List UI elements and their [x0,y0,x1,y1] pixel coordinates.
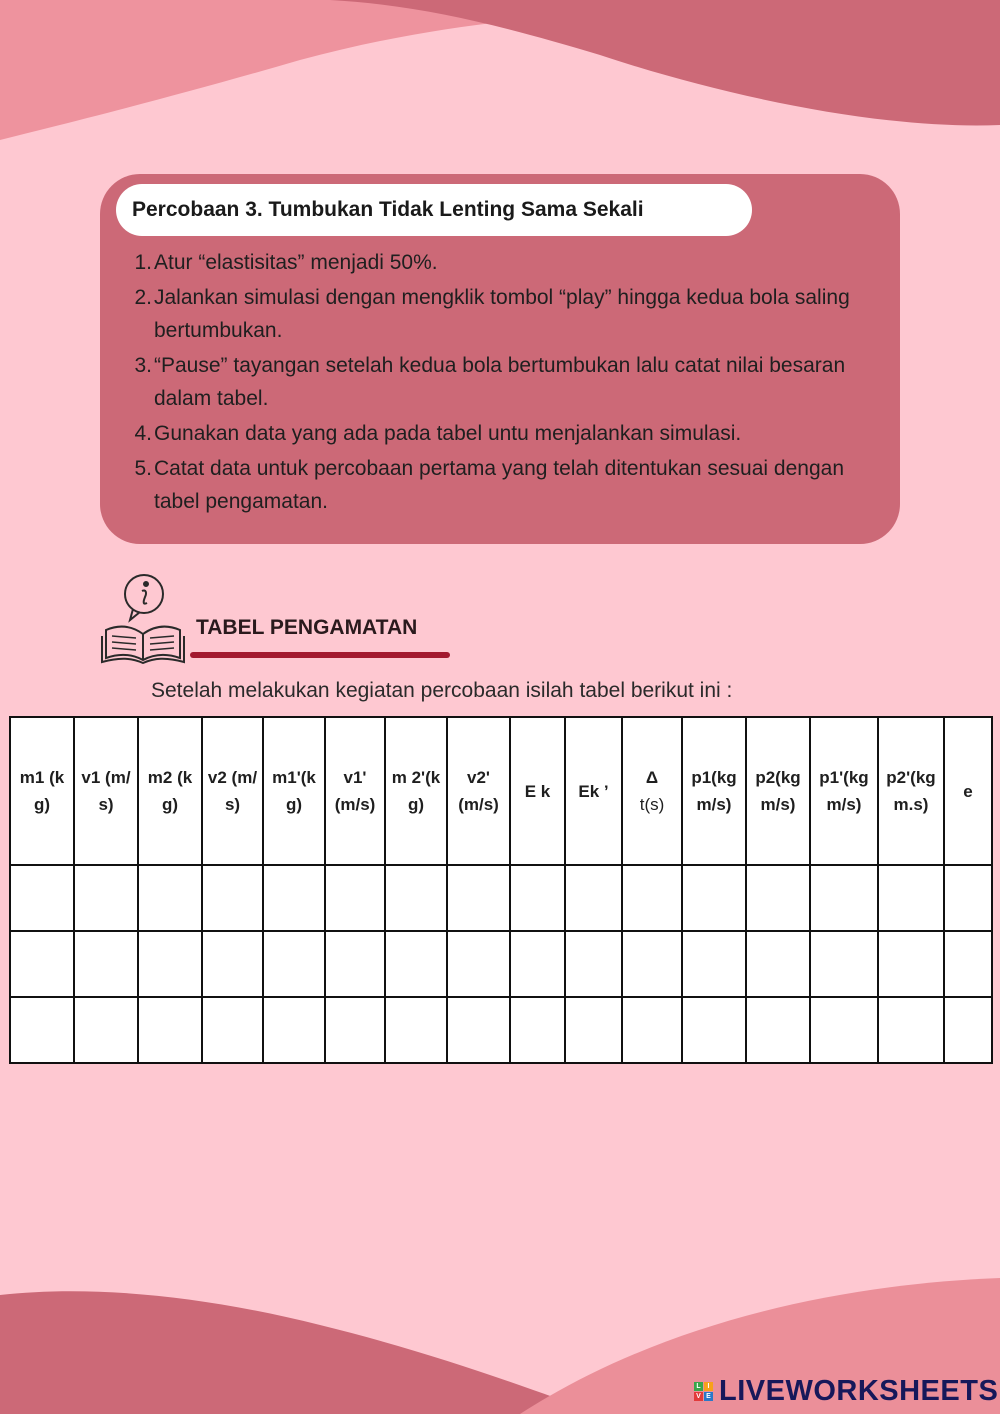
answer-cell[interactable] [263,865,325,931]
column-header: m2 (kg) [138,717,202,865]
answer-cell[interactable] [263,997,325,1063]
answer-cell[interactable] [202,997,263,1063]
answer-cell[interactable] [878,931,944,997]
instruction-step: 4. Gunakan data yang ada pada tabel untu menjalankan simulasi. [134,422,742,445]
answer-cell[interactable] [510,865,565,931]
answer-cell[interactable] [385,931,447,997]
answer-cell[interactable] [565,931,622,997]
answer-cell[interactable] [622,997,682,1063]
table-body [10,865,992,1063]
logo-mark-square: I [704,1382,713,1391]
answer-cell[interactable] [10,865,74,931]
answer-cell[interactable] [682,931,746,997]
column-header: m1 (kg) [10,717,74,865]
table-row [10,997,992,1063]
column-header: v2' (m/s) [447,717,510,865]
column-header: v1 (m/s) [74,717,138,865]
answer-cell[interactable] [810,865,878,931]
answer-cell[interactable] [878,997,944,1063]
answer-cell[interactable] [325,931,385,997]
answer-cell[interactable] [138,931,202,997]
answer-cell[interactable] [944,865,992,931]
answer-cell[interactable] [447,997,510,1063]
answer-cell[interactable] [510,997,565,1063]
answer-cell[interactable] [74,865,138,931]
answer-cell[interactable] [622,865,682,931]
answer-cell[interactable] [10,931,74,997]
table-intro-text: Setelah melakukan kegiatan percobaan isilah tabel berikut ini : [151,679,733,702]
table-heading: TABEL PENGAMATAN [196,616,418,639]
answer-cell[interactable] [944,997,992,1063]
answer-cell[interactable] [682,997,746,1063]
heading-underline [190,652,450,658]
table-row [10,931,992,997]
answer-cell[interactable] [263,931,325,997]
instruction-step: 2. Jalankan simulasi dengan mengklik tombol “play” hingga kedua bola saling bertumbukan. [134,286,850,342]
column-header: e [944,717,992,865]
answer-cell[interactable] [510,931,565,997]
instruction-step: 5. Catat data untuk percobaan pertama yang telah ditentukan sesuai dengan tabel pengamatan. [134,457,844,513]
answer-cell[interactable] [810,931,878,997]
answer-cell[interactable] [202,865,263,931]
answer-cell[interactable] [138,865,202,931]
answer-cell[interactable] [325,997,385,1063]
answer-cell[interactable] [746,997,810,1063]
column-header: p2(kg m/s) [746,717,810,865]
answer-cell[interactable] [74,997,138,1063]
answer-cell[interactable] [565,997,622,1063]
answer-cell[interactable] [746,865,810,931]
answer-cell[interactable] [138,997,202,1063]
answer-cell[interactable] [565,865,622,931]
answer-cell[interactable] [10,997,74,1063]
brand-name: LIVEWORKSHEETS [719,1374,999,1407]
answer-cell[interactable] [944,931,992,997]
instruction-list [128,246,888,520]
column-header: p1(kg m/s) [682,717,746,865]
logo-mark-square: E [704,1392,713,1401]
column-header: p1'(kg m/s) [810,717,878,865]
column-header: p2'(kg m.s) [878,717,944,865]
book-info-icon [100,572,186,664]
answer-cell[interactable] [878,865,944,931]
observation-table [9,716,993,1064]
instruction-step: 3. “Pause” tayangan setelah kedua bola bertumbukan lalu catat nilai besaran dalam tabel. [134,354,846,410]
answer-cell[interactable] [385,997,447,1063]
logo-mark-square: L [694,1382,703,1391]
answer-cell[interactable] [622,931,682,997]
logo-mark-square: V [694,1392,703,1401]
column-header: Ek ’ [565,717,622,865]
table-header-row [10,717,992,865]
answer-cell[interactable] [746,931,810,997]
answer-cell[interactable] [810,997,878,1063]
column-header: m1'(kg) [263,717,325,865]
column-header: Δ t(s) [622,717,682,865]
answer-cell[interactable] [202,931,263,997]
answer-cell[interactable] [385,865,447,931]
answer-cell[interactable] [682,865,746,931]
answer-cell[interactable] [447,931,510,997]
column-header: m 2'(kg) [385,717,447,865]
column-header: v2 (m/s) [202,717,263,865]
liveworksheets-logo [694,1374,998,1408]
instruction-step: 1. Atur “elastisitas” menjadi 50%. [134,251,438,274]
experiment-title: Percobaan 3. Tumbukan Tidak Lenting Sama Sekali [116,184,752,236]
column-header: v1' (m/s) [325,717,385,865]
answer-cell[interactable] [74,931,138,997]
answer-cell[interactable] [447,865,510,931]
table-row [10,865,992,931]
answer-cell[interactable] [325,865,385,931]
logo-mark-icon [694,1382,713,1401]
column-header: E k [510,717,565,865]
